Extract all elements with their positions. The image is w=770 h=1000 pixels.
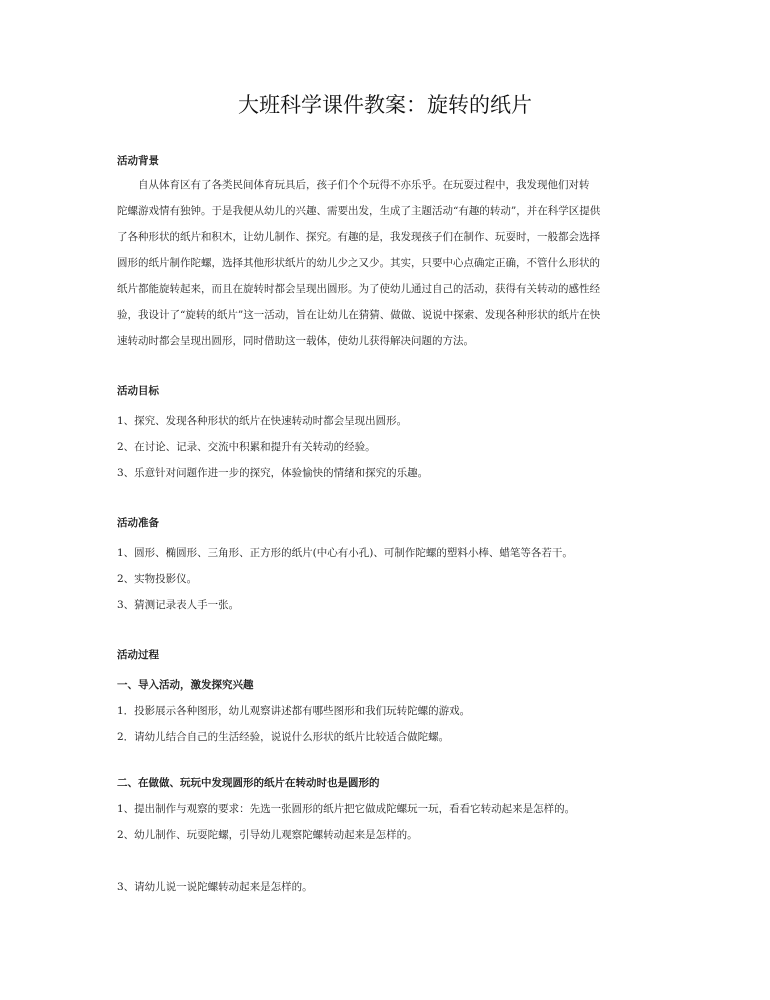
paragraph-line: 了各种形状的纸片和积木，让幼儿制作、探究。有趣的是，我发现孩子们在制作、玩耍时，一般都会选择 [117, 231, 600, 243]
paragraph-line: 陀螺游戏情有独钟。于是我便从幼儿的兴趣、需要出发，生成了主题活动“有趣的转动”，并在科学区提供 [117, 205, 601, 217]
list-item: 1．投影展示各种图形，幼儿观察讲述都有哪些图形和我们玩转陀螺的游戏。 [117, 705, 471, 717]
document-body [117, 150, 657, 900]
paragraph-line: 自从体育区有了各类民间体育玩具后，孩子们个个玩得不亦乐乎。在玩耍过程中，我发现他们对转 [138, 179, 590, 191]
paragraph-line: 速转动时都会呈现出圆形，同时借助这一载体，使幼儿获得解决问题的方法。 [117, 335, 474, 347]
list-item: 2、幼儿制作、玩耍陀螺，引导幼儿观察陀螺转动起来是怎样的。 [117, 829, 418, 841]
list-item: 3、请幼儿说一说陀螺转动起来是怎样的。 [117, 881, 313, 893]
document-title: 大班科学课件教案：旋转的纸片 [238, 93, 532, 117]
subsection-title: 二、在做做、玩玩中发现圆形的纸片在转动时也是圆形的 [117, 777, 380, 789]
section-heading-background: 活动背景 [117, 155, 159, 167]
section-heading-preparation: 活动准备 [117, 517, 159, 529]
section-heading-process: 活动过程 [117, 649, 159, 661]
subsection-title: 一、导入活动，激发探究兴趣 [117, 679, 254, 691]
paragraph-line: 纸片都能旋转起来，而且在旋转时都会呈现出圆形。为了使幼儿通过自己的活动，获得有关转动的感性经 [117, 283, 600, 295]
paragraph-line: 圆形的纸片制作陀螺，选择其他形状纸片的幼儿少之又少。其实，只要中心点确定正确，不管什么形状的 [117, 257, 600, 269]
section-heading-goals: 活动目标 [117, 385, 159, 397]
list-item: 3、乐意针对问题作进一步的探究，体验愉快的情绪和探究的乐趣。 [117, 467, 429, 479]
paragraph-line: 验，我设计了“旋转的纸片”这一活动，旨在让幼儿在猜猜、做做、说说中探索、发现各种形状的纸片在快 [117, 309, 601, 321]
list-item: 2．请幼儿结合自己的生活经验，说说什么形状的纸片比较适合做陀螺。 [117, 731, 450, 743]
list-item: 1、圆形、椭圆形、三角形、正方形的纸片(中心有小孔)、可制作陀螺的塑料小棒、蜡笔等各若干。 [117, 547, 573, 559]
list-item: 3、猜测记录表人手一张。 [117, 599, 240, 611]
list-item: 1、探究、发现各种形状的纸片在快速转动时都会呈现出圆形。 [117, 415, 408, 427]
list-item: 2、实物投影仪。 [117, 573, 198, 585]
background-paragraph [117, 172, 657, 354]
list-item: 1、提出制作与观察的要求：先选一张圆形的纸片把它做成陀螺玩一玩，看看它转动起来是怎样的。 [117, 803, 576, 815]
list-item: 2、在讨论、记录、交流中积累和提升有关转动的经验。 [117, 441, 376, 453]
